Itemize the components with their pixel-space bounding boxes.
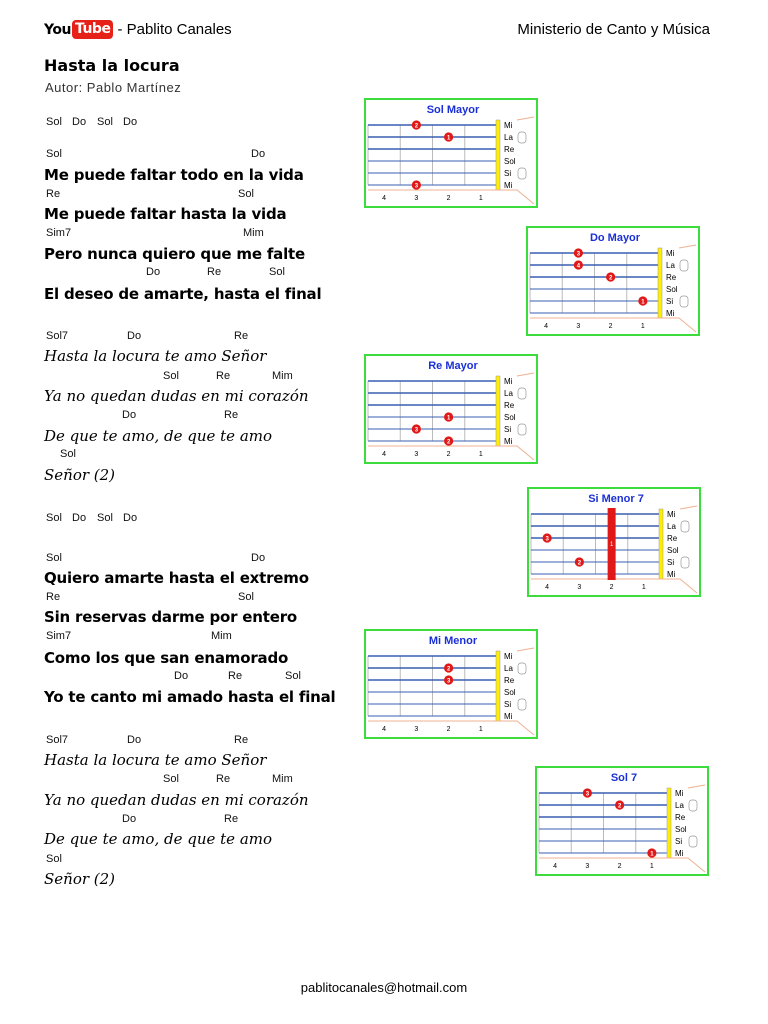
chord-title: Sol Mayor (426, 104, 480, 116)
nut (658, 248, 662, 318)
finger-number: 2 (608, 275, 613, 282)
fret-number-label: 1 (640, 323, 645, 330)
string-name-label: La (675, 801, 684, 810)
chord-symbol: Do (122, 409, 137, 421)
tuning-peg-icon (681, 521, 689, 532)
chord-symbol: Sol (97, 116, 113, 128)
chord-symbol: Re (46, 591, 61, 603)
chord-line (0, 512, 360, 532)
string-name-label: Re (504, 401, 515, 410)
chord-symbol: Sol7 (46, 330, 69, 342)
chord-diagram (526, 226, 700, 336)
chord-symbol: Sol (46, 853, 62, 865)
tuning-peg-icon (689, 800, 697, 811)
string-name-label: Mi (675, 789, 684, 798)
finger-number: 2 (446, 439, 451, 446)
fret-number-label: 3 (576, 323, 581, 330)
chord-symbol: Do (123, 116, 138, 128)
chord-symbol: Do (72, 116, 87, 128)
string-name-label: Sol (667, 546, 679, 555)
verse-lyric-line: Pero nunca quiero que me falte (44, 245, 305, 263)
chord-symbol: Sol (60, 448, 76, 460)
finger-number: 4 (576, 263, 581, 270)
chord-symbol: Sol (163, 773, 179, 785)
chord-diagram-svg (529, 489, 699, 595)
tuning-peg-icon (518, 168, 526, 179)
fret-number-label: 1 (478, 195, 483, 202)
chord-diagram (364, 354, 538, 464)
string-name-label: Si (504, 169, 512, 178)
chord-title: Si Menor 7 (588, 493, 644, 505)
header-author: - Pablito Canales (117, 21, 232, 38)
string-name-label: La (667, 522, 676, 531)
headstock-outline (517, 373, 534, 376)
fret-number-label: 4 (553, 863, 558, 870)
chord-symbol: Mim (272, 773, 293, 785)
youtube-logo[interactable] (44, 20, 113, 39)
nut (496, 120, 500, 190)
chord-title: Mi Menor (428, 635, 478, 647)
finger-number: 3 (585, 791, 590, 798)
fret-number-label: 4 (382, 451, 387, 458)
fret-number-label: 2 (609, 584, 614, 591)
chord-line (0, 773, 360, 793)
chord-line (0, 227, 360, 247)
chord-symbol: Sol (97, 512, 113, 524)
string-name-label: La (504, 389, 513, 398)
fret-number-label: 4 (382, 195, 387, 202)
tuning-peg-icon (518, 388, 526, 399)
verse-lyric-line: Yo te canto mi amado hasta el final (44, 688, 336, 706)
finger-number: 2 (617, 803, 622, 810)
finger-number: 3 (414, 427, 419, 434)
chord-symbol: Sim7 (46, 630, 72, 642)
headstock-outline (500, 446, 534, 460)
chord-symbol: Do (174, 670, 189, 682)
chord-diagram-svg (366, 356, 536, 462)
string-name-label: Re (504, 676, 515, 685)
string-name-label: Sol (504, 413, 516, 422)
youtube-logo-you: You (44, 21, 71, 38)
chord-symbol: Sol (269, 266, 285, 278)
chord-line (0, 148, 360, 168)
chord-diagram-svg (366, 631, 536, 737)
tuning-peg-icon (518, 132, 526, 143)
headstock-outline (500, 190, 534, 204)
chord-symbol: Sol (46, 512, 62, 524)
chord-symbol: Sol (285, 670, 301, 682)
chord-line (0, 670, 360, 690)
fret-number-label: 1 (478, 726, 483, 733)
string-name-label: Sol (666, 285, 678, 294)
tuning-peg-icon (680, 260, 688, 271)
chorus-lyric-line: Señor (2) (44, 870, 116, 888)
string-name-label: Mi (666, 309, 675, 318)
verse-lyric-line: El deseo de amarte, hasta el final (44, 285, 322, 303)
headstock-outline (500, 721, 534, 735)
nut (496, 376, 500, 446)
finger-number: 2 (414, 123, 419, 130)
string-name-label: Mi (675, 849, 684, 858)
chord-diagram (527, 487, 701, 597)
fret-number-label: 2 (446, 451, 451, 458)
string-name-label: Sol (675, 825, 687, 834)
chord-symbol: Sol7 (46, 734, 69, 746)
headstock-outline (517, 117, 534, 120)
chord-symbol: Re (207, 266, 222, 278)
string-name-label: Si (666, 297, 674, 306)
barre-finger-label: 1 (609, 542, 614, 548)
chorus-lyric-line: Hasta la locura te amo Señor (44, 347, 267, 365)
string-name-label: Re (675, 813, 686, 822)
chord-symbol: Re (216, 370, 231, 382)
string-name-label: Re (667, 534, 678, 543)
chord-symbol: Do (72, 512, 87, 524)
fret-number-label: 3 (414, 726, 419, 733)
chord-line (0, 116, 360, 136)
tuning-peg-icon (681, 557, 689, 568)
chord-symbol: Sol (163, 370, 179, 382)
chord-title: Sol 7 (610, 772, 638, 784)
string-name-label: Si (504, 700, 512, 709)
string-name-label: La (504, 133, 513, 142)
chorus-lyric-line: De que te amo, de que te amo (44, 830, 273, 848)
chord-symbol: Re (216, 773, 231, 785)
fret-number-label: 2 (608, 323, 613, 330)
string-name-label: Mi (504, 121, 513, 130)
chord-symbol: Sol (46, 552, 62, 564)
tuning-peg-icon (680, 296, 688, 307)
chord-symbol: Re (224, 813, 239, 825)
chord-line (0, 266, 360, 286)
string-name-label: Mi (667, 510, 676, 519)
fret-number-label: 1 (649, 863, 654, 870)
string-name-label: Si (667, 558, 675, 567)
string-name-label: Mi (504, 712, 513, 721)
chord-symbol: Mim (272, 370, 293, 382)
fret-number-label: 3 (414, 195, 419, 202)
song-title: Hasta la locura (44, 56, 180, 75)
fret-number-label: 3 (414, 451, 419, 458)
string-name-label: La (504, 664, 513, 673)
fret-number-label: 4 (545, 584, 550, 591)
headstock-outline (679, 245, 696, 248)
headstock-outline (662, 318, 696, 332)
verse-lyric-line: Como los que san enamorado (44, 649, 289, 667)
chord-symbol: Sim7 (46, 227, 72, 239)
chorus-lyric-line: Señor (2) (44, 466, 116, 484)
string-name-label: La (666, 261, 675, 270)
string-name-label: Mi (666, 249, 675, 258)
fret-number-label: 4 (544, 323, 549, 330)
chord-symbol: Do (146, 266, 161, 278)
fret-number-label: 2 (446, 195, 451, 202)
tuning-peg-icon (518, 424, 526, 435)
chord-diagram (364, 98, 538, 208)
chord-symbol: Re (46, 188, 61, 200)
chord-symbol: Do (127, 330, 142, 342)
fret-number-label: 2 (446, 726, 451, 733)
chord-line (0, 630, 360, 650)
string-name-label: Re (666, 273, 677, 282)
chord-title: Re Mayor (428, 360, 478, 372)
string-name-label: Mi (504, 437, 513, 446)
finger-number: 3 (446, 678, 451, 685)
chord-symbol: Sol (46, 148, 62, 160)
finger-number: 1 (650, 851, 654, 858)
fret-number-label: 3 (577, 584, 582, 591)
chord-line (0, 409, 360, 429)
chord-diagram-svg (537, 768, 707, 874)
nut (667, 788, 671, 858)
fret-number-label: 2 (617, 863, 622, 870)
finger-number: 3 (576, 251, 581, 258)
fret-number-label: 1 (641, 584, 646, 591)
nut (496, 651, 500, 721)
string-name-label: Si (504, 425, 512, 434)
chord-diagram-svg (528, 228, 698, 334)
finger-number: 1 (446, 135, 451, 142)
chord-symbol: Mim (211, 630, 232, 642)
tuning-peg-icon (518, 663, 526, 674)
headstock-outline (671, 858, 705, 872)
string-name-label: Mi (504, 652, 513, 661)
finger-number: 1 (446, 415, 451, 422)
verse-lyric-line: Quiero amarte hasta el extremo (44, 569, 309, 587)
chord-symbol: Sol (238, 591, 254, 603)
chorus-lyric-line: De que te amo, de que te amo (44, 427, 273, 445)
tuning-peg-icon (689, 836, 697, 847)
finger-number: 1 (641, 299, 645, 306)
chord-symbol: Re (224, 409, 239, 421)
page-header-left (44, 20, 232, 39)
finger-number: 2 (577, 560, 582, 567)
chord-diagram (535, 766, 709, 876)
chord-symbol: Mim (243, 227, 264, 239)
tuning-peg-icon (518, 699, 526, 710)
fret-number-label: 3 (585, 863, 590, 870)
chorus-lyric-line: Ya no quedan dudas en mi corazón (44, 387, 309, 405)
chord-diagram-svg (366, 100, 536, 206)
chord-symbol: Do (123, 512, 138, 524)
nut (659, 509, 663, 579)
string-name-label: Mi (667, 570, 676, 579)
chorus-lyric-line: Hasta la locura te amo Señor (44, 751, 267, 769)
chord-symbol: Do (251, 148, 266, 160)
headstock-outline (517, 648, 534, 651)
youtube-logo-tube: Tube (72, 20, 114, 39)
chorus-lyric-line: Ya no quedan dudas en mi corazón (44, 791, 309, 809)
chord-diagram (364, 629, 538, 739)
headstock-outline (680, 506, 697, 509)
verse-lyric-line: Me puede faltar todo en la vida (44, 166, 304, 184)
fret-number-label: 1 (478, 451, 483, 458)
string-name-label: Re (504, 145, 515, 154)
song-author: Autor: Pablo Martínez (45, 80, 182, 95)
finger-number: 3 (545, 536, 549, 543)
chord-symbol: Sol (46, 116, 62, 128)
string-name-label: Sol (504, 157, 516, 166)
string-name-label: Mi (504, 377, 513, 386)
chord-symbol: Do (122, 813, 137, 825)
chord-symbol: Sol (238, 188, 254, 200)
chord-symbol: Re (234, 734, 249, 746)
chord-symbol: Re (228, 670, 243, 682)
finger-number: 3 (414, 183, 419, 190)
finger-number: 2 (446, 666, 451, 673)
chord-symbol: Do (251, 552, 266, 564)
headstock-outline (688, 785, 705, 788)
string-name-label: Si (675, 837, 683, 846)
verse-lyric-line: Sin reservas darme por entero (44, 608, 298, 626)
string-name-label: Mi (504, 181, 513, 190)
footer-email[interactable]: pablitocanales@hotmail.com (300, 980, 468, 995)
string-name-label: Sol (504, 688, 516, 697)
header-ministry: Ministerio de Canto y Música (517, 21, 710, 38)
chord-symbol: Re (234, 330, 249, 342)
headstock-outline (663, 579, 697, 593)
verse-lyric-line: Me puede faltar hasta la vida (44, 205, 287, 223)
chord-symbol: Do (127, 734, 142, 746)
chord-title: Do Mayor (589, 232, 641, 244)
chord-line (0, 448, 360, 468)
fret-number-label: 4 (382, 726, 387, 733)
